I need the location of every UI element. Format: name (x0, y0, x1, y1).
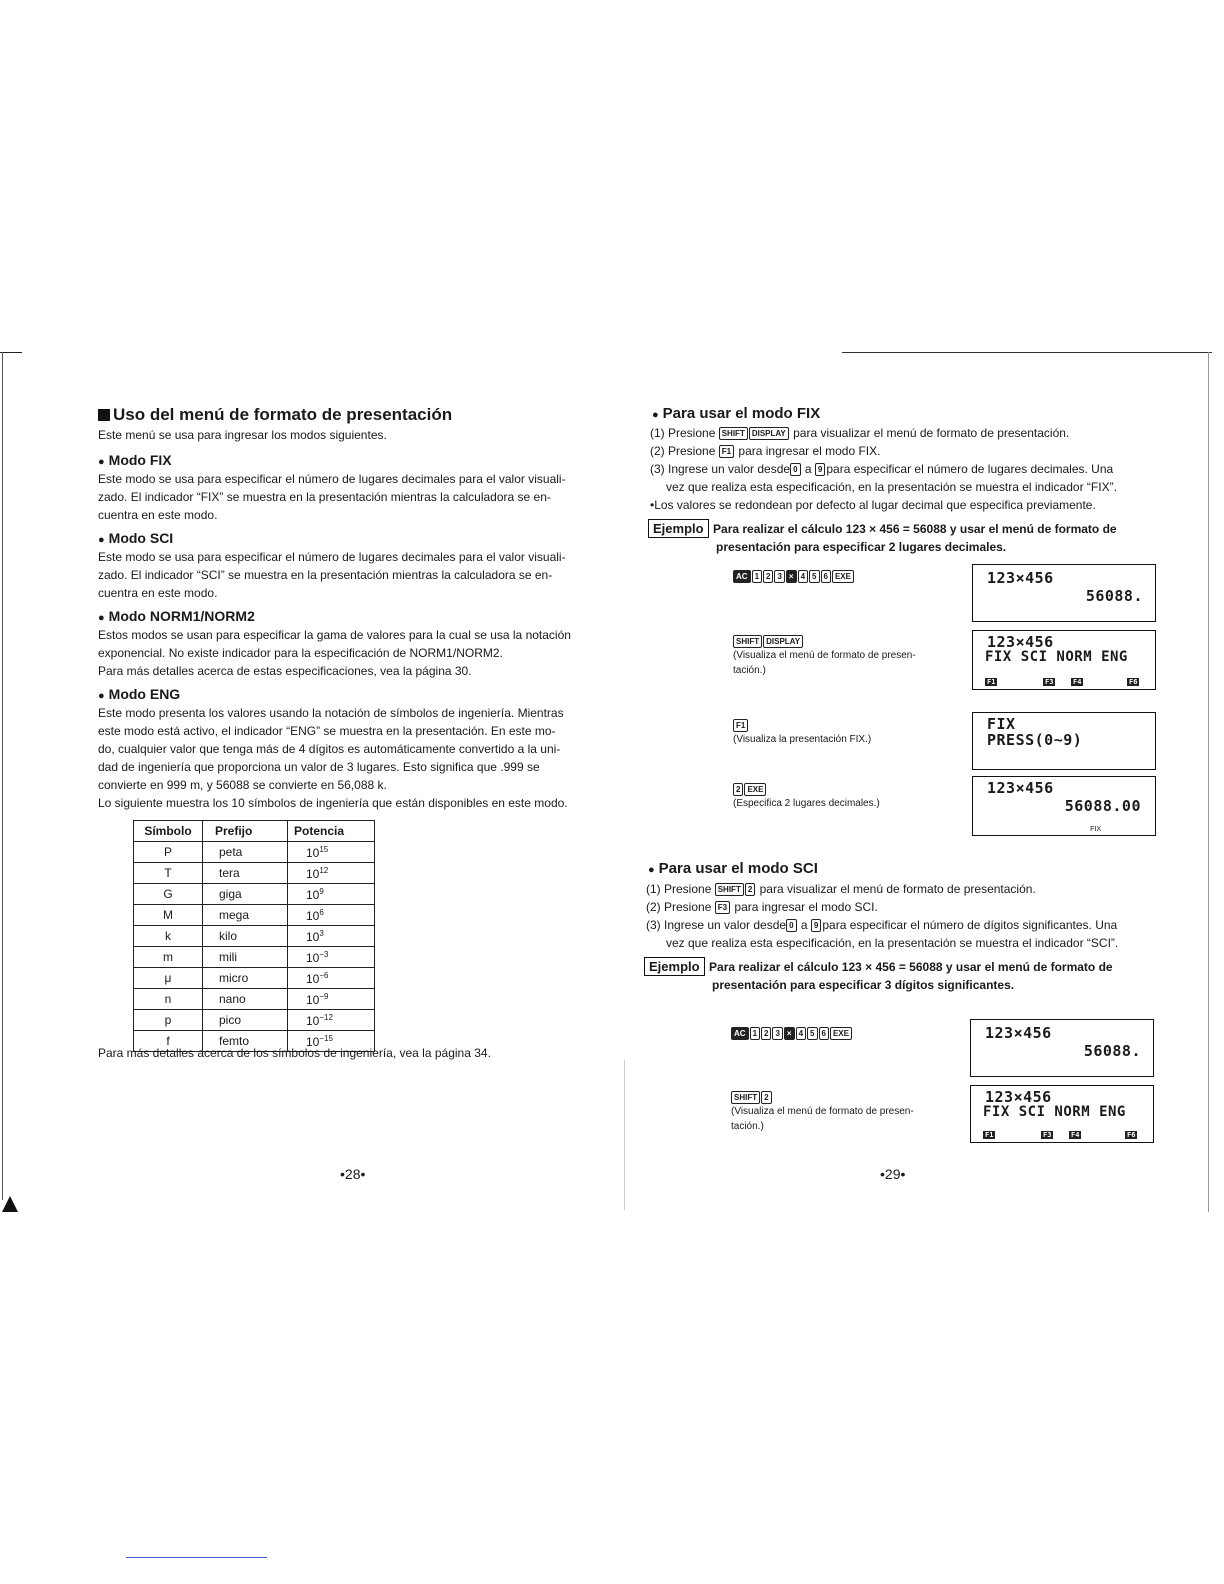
fix-usage-heading: ● Para usar el modo FIX (652, 405, 821, 422)
sci-steps (646, 880, 1160, 952)
two-key-icon: 2 (733, 783, 743, 796)
exe-key-icon: EXE (744, 783, 766, 796)
sci-heading: ● Modo SCI (98, 530, 174, 546)
fix-example (648, 520, 1160, 554)
four-key-icon: 4 (798, 570, 808, 583)
bullet-icon: ● (98, 690, 105, 702)
fix-example-line-1: Para realizar el cálculo 123 × 456 = 56088 y usar el menú de formato de (713, 522, 1117, 536)
sci-display-result: 123×456 56088. (970, 1019, 1154, 1077)
sci-example-line-2: presentación para especificar 3 dígitos significantes. (712, 978, 1015, 992)
display-key-icon: DISPLAY (749, 427, 789, 440)
fix-note: •Los valores se redondean por defecto al lugar decimal que especifica previamente. (650, 498, 1096, 512)
f4-indicator: F4 (1071, 1131, 1080, 1139)
eng-heading: ● Modo ENG (98, 686, 181, 702)
six-key-icon: 6 (819, 1027, 829, 1040)
right-edge-line (1208, 352, 1209, 1212)
table-row: k kilo $10^3$ (134, 926, 375, 947)
sci-step-1: (1) Presione SHIFT 2 para visualizar el menú de formato de presentación. (646, 882, 1036, 896)
six-key-icon: 6 (821, 570, 831, 583)
norm-heading: ● Modo NORM1/NORM2 (98, 608, 255, 624)
table-row: T tera $10^{12}$ (134, 863, 375, 884)
eng-paragraph: Este modo presenta los valores usando la notación de símbolos de ingeniería. Mientras este modo está activo, el indicador “ENG” se muestra en la presentación. En este mo- do, cualquier valor que tenga más de 4 dígitos es automáticamente convertido a la uni- dad de ingeniería que proporciona un valor de 3 lugares. Esto significa que .999 se convierte en 999 m, y 56088 se convierte en 56,088 k. Lo siguiente muestra los 10 símbolos de ingeniería que están disponibles en este modo. (98, 706, 568, 810)
sci-step-2: (2) Presione F3 para ingresar el modo SCI. (646, 900, 878, 914)
sci-key-sequence-calc (731, 1024, 853, 1042)
multiply-key-icon: × (784, 1027, 795, 1040)
fix-heading: ● Modo FIX (98, 452, 172, 468)
fix-step-1: (1) Presione SHIFT DISPLAY para visualizar el menú de formato de presentación. (650, 426, 1070, 440)
sci-display-menu: 123×456 FIX SCI NORM ENG F1 F3 F4 F6 (970, 1085, 1154, 1143)
table-header-row (134, 821, 375, 842)
column-header: Potencia (288, 821, 375, 842)
column-header: Prefijo (203, 821, 288, 842)
f1-indicator: F1 (987, 678, 996, 686)
bullet-icon: ● (98, 612, 105, 624)
f3-indicator: F3 (1043, 1131, 1052, 1139)
sci-example-line-1: Para realizar el cálculo 123 × 456 = 56088 y usar el menú de formato de (709, 960, 1113, 974)
two-key-icon: 2 (745, 883, 755, 896)
table-row: n nano $10^{-9}$ (134, 989, 375, 1010)
bullet-icon: ● (648, 864, 655, 876)
caption-decimals: (Especifica 2 lugares decimales.) (733, 798, 880, 809)
page-number-right: •29• (880, 1166, 906, 1182)
column-header: Símbolo (134, 821, 203, 842)
page-number-left: •28• (340, 1166, 366, 1182)
display-result: 123×456 56088. (972, 564, 1156, 622)
fix-step-3: (3) Ingrese un valor desde 0 a 9 para especificar el número de lugares decimales. Una (650, 462, 1114, 476)
left-edge-line (2, 352, 3, 1200)
sci-paragraph: Este modo se usa para especificar el número de lugares decimales para el valor visuali- zado. El indicador “SCI” se muestra en la presentación mientras la calculadora se en- cuentra en este modo. (98, 550, 566, 600)
intro-text: Este menú se usa para ingresar los modos siguientes. (98, 428, 387, 442)
three-key-icon: 3 (774, 570, 784, 583)
corner-triangle (2, 1196, 18, 1212)
bullet-icon: ● (98, 456, 105, 468)
ac-key-icon: AC (733, 570, 751, 583)
f1-key-icon: F1 (733, 719, 748, 732)
ejemplo-label: Ejemplo (644, 957, 705, 976)
table-row: m mili $10^{-3}$ (134, 947, 375, 968)
display-fix-prompt: FIX PRESS(0~9) (972, 712, 1156, 770)
table-row: G giga $10^9$ (134, 884, 375, 905)
bullet-icon: ● (652, 409, 659, 421)
exe-key-icon: EXE (830, 1027, 852, 1040)
f6-indicator: F6 (1129, 678, 1138, 686)
three-key-icon: 3 (772, 1027, 782, 1040)
nine-key-icon: 9 (811, 919, 821, 932)
sci-example (644, 958, 1160, 992)
shift-key-icon: SHIFT (731, 1091, 760, 1104)
engineering-symbols-table (133, 820, 375, 1052)
table-row: p pico $10^{-12}$ (134, 1010, 375, 1031)
bullet-icon: ● (98, 534, 105, 546)
two-key-icon: 2 (761, 1027, 771, 1040)
shift-key-icon: SHIFT (719, 427, 748, 440)
f3-key-icon: F3 (715, 901, 730, 914)
zero-key-icon: 0 (786, 919, 796, 932)
shift-key-icon: SHIFT (733, 635, 762, 648)
five-key-icon: 5 (807, 1027, 817, 1040)
zero-key-icon: 0 (790, 463, 800, 476)
one-key-icon: 1 (750, 1027, 760, 1040)
key-sequence-calc (733, 567, 855, 585)
caption-fix: (Visualiza la presentación FIX.) (733, 734, 872, 745)
sci-usage-heading: ● Para usar el modo SCI (648, 860, 818, 877)
table-row: P peta $10^{15}$ (134, 842, 375, 863)
fix-example-line-2: presentación para especificar 2 lugares decimales. (716, 540, 1007, 554)
display-fix-result: 123×456 56088.00 FIX (972, 776, 1156, 836)
four-key-icon: 4 (796, 1027, 806, 1040)
five-key-icon: 5 (809, 570, 819, 583)
top-rule (842, 352, 1212, 353)
shift-key-icon: SHIFT (715, 883, 744, 896)
f4-indicator: F4 (1073, 678, 1082, 686)
table-footnote: Para más detalles acerca de los símbolos de ingeniería, vea la página 34. (98, 1046, 491, 1060)
sci-step-3: (3) Ingrese un valor desde 0 a 9 para especificar el número de dígitos significantes. Una (646, 918, 1118, 932)
fix-step-3-cont: vez que realiza esta especificación, en la presentación se muestra el indicador “FIX”. (666, 480, 1117, 494)
nine-key-icon: 9 (815, 463, 825, 476)
f1-key-icon: F1 (719, 445, 734, 458)
table-row: M mega $10^6$ (134, 905, 375, 926)
f1-indicator: F1 (985, 1131, 994, 1139)
table-row: μ micro $10^{-6}$ (134, 968, 375, 989)
caption-menu: (Visualiza el menú de formato de presen- tación.) (733, 650, 916, 676)
section-title (98, 405, 452, 425)
f6-indicator: F6 (1127, 1131, 1136, 1139)
two-key-icon: 2 (763, 570, 773, 583)
fix-step-2: (2) Presione F1 para ingresar el modo FIX. (650, 444, 881, 458)
display-menu: 123×456 FIX SCI NORM ENG F1 F3 F4 F6 (972, 630, 1156, 690)
f3-indicator: F3 (1045, 678, 1054, 686)
display-key-icon: DISPLAY (763, 635, 803, 648)
left-edge-mark (0, 352, 22, 353)
table-row: f femto $10^{-15}$ (134, 1031, 375, 1052)
exe-key-icon: EXE (832, 570, 854, 583)
multiply-key-icon: × (786, 570, 797, 583)
fix-indicator: FIX (1090, 826, 1101, 833)
bottom-link-line (126, 1557, 267, 1558)
fix-steps (650, 424, 1160, 514)
sci-caption-menu: (Visualiza el menú de formato de presen- tación.) (731, 1106, 914, 1132)
center-divider (624, 1060, 625, 1210)
two-key-icon: 2 (761, 1091, 771, 1104)
section-title-text: Uso del menú de formato de presentación (113, 405, 453, 424)
ejemplo-label: Ejemplo (648, 519, 709, 538)
ac-key-icon: AC (731, 1027, 749, 1040)
fix-paragraph: Este modo se usa para especificar el número de lugares decimales para el valor visuali- zado. El indicador “FIX” se muestra en la presentación mientras la calculadora se en- cuentra en este modo. (98, 472, 566, 522)
sci-step-3-cont: vez que realiza esta especificación, en la presentación se muestra el indicador “SCI”. (666, 936, 1119, 950)
square-bullet-icon (98, 409, 110, 421)
one-key-icon: 1 (752, 570, 762, 583)
norm-paragraph: Estos modos se usan para especificar la gama de valores para la cual se usa la notación exponencial. No existe indicador para la especificación de NORM1/NORM2. Para más detalles acerca de estas especificaciones, vea la página 30. (98, 628, 571, 678)
